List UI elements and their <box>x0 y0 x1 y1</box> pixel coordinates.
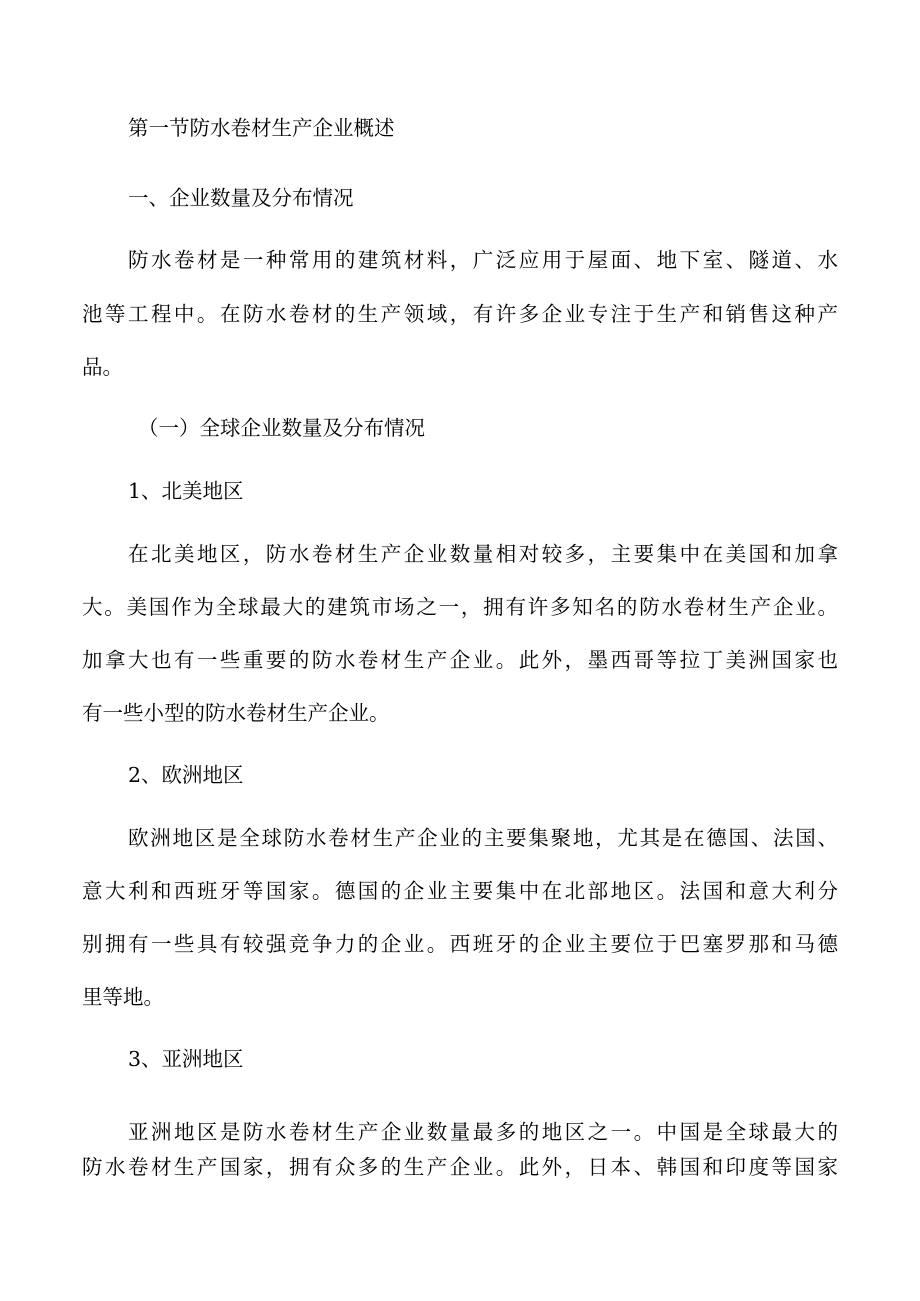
subheading-global: （一）全球企业数量及分布情况 <box>138 416 425 440</box>
item-title-europe: 2、欧洲地区 <box>128 763 244 787</box>
paragraph-line: 防水卷材生产国家，拥有众多的生产企业。此外，日本、韩国和印度等国家 <box>82 1155 838 1179</box>
section-title: 第一节防水卷材生产企业概述 <box>128 116 395 140</box>
paragraph-line: 品。 <box>82 355 123 379</box>
paragraph-line: 大。美国作为全球最大的建筑市场之一，拥有许多知名的防水卷材生产企业。 <box>82 595 838 619</box>
paragraph-line: 在北美地区，防水卷材生产企业数量相对较多，主要集中在美国和加拿 <box>128 542 838 566</box>
paragraph-line: 防水卷材是一种常用的建筑材料，广泛应用于屋面、地下室、隧道、水 <box>128 248 838 272</box>
item-title-north-america: 1、北美地区 <box>128 479 244 503</box>
heading-enterprise-count: 一、企业数量及分布情况 <box>128 186 354 210</box>
paragraph-line: 意大利和西班牙等国家。德国的企业主要集中在北部地区。法国和意大利分 <box>82 879 838 903</box>
paragraph-line: 加拿大也有一些重要的防水卷材生产企业。此外，墨西哥等拉丁美洲国家也 <box>82 648 838 672</box>
paragraph-line: 亚洲地区是防水卷材生产企业数量最多的地区之一。中国是全球最大的 <box>128 1120 838 1144</box>
paragraph-line: 别拥有一些具有较强竞争力的企业。西班牙的企业主要位于巴塞罗那和马德 <box>82 932 838 956</box>
paragraph-line: 池等工程中。在防水卷材的生产领域，有许多企业专注于生产和销售这种产 <box>82 302 838 326</box>
paragraph-line: 里等地。 <box>82 985 164 1009</box>
paragraph-line: 有一些小型的防水卷材生产企业。 <box>82 701 390 725</box>
item-title-asia: 3、亚洲地区 <box>128 1047 244 1071</box>
paragraph-line: 欧洲地区是全球防水卷材生产企业的主要集聚地，尤其是在德国、法国、 <box>128 826 838 850</box>
